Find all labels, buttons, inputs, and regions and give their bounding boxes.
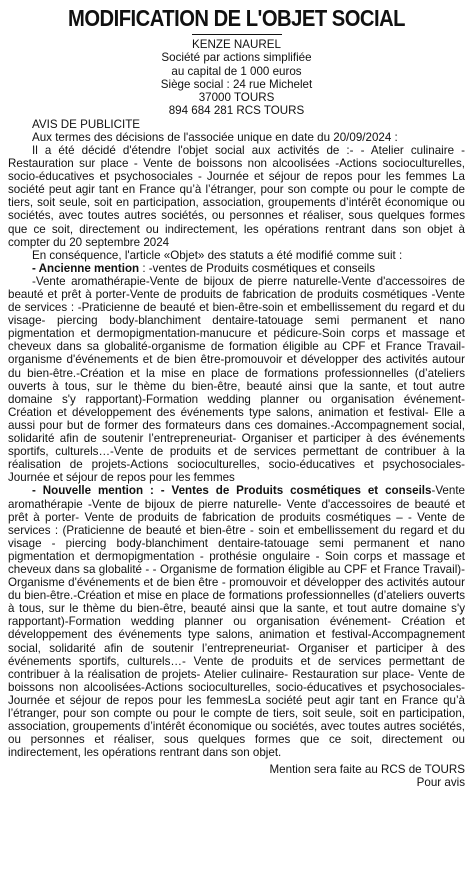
company-seat: Siège social : 24 rue Michelet <box>160 77 313 91</box>
new-mention-label: - Nouvelle mention : - Ventes de Produits cosmétiques et conseils <box>32 484 432 498</box>
legal-notice <box>0 5 473 883</box>
new-mention-text: -Vente aromathérapie -Vente de bijoux de pierre naturelle- Vente d'accessoires de beauté et prêt à porter- Vente de produits de fabrication de produits cosmétiques – - Vente de services : (Praticienne de beauté et bien-être - soin et embellissement du regard et du visage - piercing body-blanchiment dentaire-tatouage semi permanent et nano pigmentation et dermopigmentation - prothésie ongulaire - Soin corps et massage et cheveux dans sa globalité - - Organisme de formation éligible au CPF et France Travail)-Organisme d'événements et de bien être - promouvoir et développer des activités autour du bien-être.-Création et mise en place de formations professionnelles (d’ateliers ouverts à tous, sur le thème du bien-être, beauté ainsi que la sante, et tout autre domaine s'y rapportant)-Formation wedding planner ou organisation événement- Création et développement des événements type salons, animation et festival-Accompagnement social, solidarité afin de soutenir l’entrepreneuriat- Organiser et participer à des événements sportifs, culturels…- Vente de produits et de services permettant de contribuer à la réalisation de projets- Atelier culinaire- Restauration sur place- Vente de boissons non alcoolisées-Actions socioculturelles, socio-éducatives et psychosociales- Journée et séjour de repos pour les femmesLa société peut agir tant en France qu’à l’étranger, pour son compte ou pour le compte de tiers, soit seule, soit en participation, association, groupements d’intérêt économique ou sociétés, avec toutes autres sociétés, ou personnes et réaliser, sous quelques formes que ce soit, directement ou indirectement, les opérations rentrant dans son objet. <box>8 484 465 760</box>
paragraph-old-mention <box>8 262 465 275</box>
company-city: 37000 TOURS <box>198 91 275 105</box>
signature: Pour avis <box>416 776 465 790</box>
company-form: Société par actions simplifiée <box>161 51 312 65</box>
old-mention-intro: : -ventes de Produits cosmétiques et conseils <box>139 261 375 275</box>
paragraph-extension: Il a été décidé d'étendre l'objet social aux activités de :- - Atelier culinaire - Restauration sur place - Vente de boissons non alcoolisées -Actions socioculturelles, socio-éducatives et psychosociales - Journée et séjour de repos pour les femmes La société peut agir tant en France qu’à l’étranger, pour son compte ou pour le compte de tiers, soit seule, soit en participation, association, groupements d’intérêt économique ou sociétés, avec toutes autres sociétés, ou personnes et réaliser, sous quelques formes que ce soit, directement ou indirectement, les opérations rentrant dans son objet à compter du 20 septembre 2024 <box>8 143 465 249</box>
company-rcs: 894 684 281 RCS TOURS <box>168 104 305 118</box>
old-mention-label: - Ancienne mention <box>32 261 140 275</box>
company-capital: au capital de 1 000 euros <box>171 64 302 78</box>
notice-label: AVIS DE PUBLICITE <box>32 117 141 131</box>
paragraph-old-text: -Vente aromathérapie-Vente de bijoux de pierre naturelle-Vente d'accessoires de beauté et prêt à porter-Vente de produits de fabrication de produits cosmétiques -Vente de services : -Praticienne de beauté et bien-être-soin et embellissement du regard et du visage- piercing body-blanchiment dentaire-tatouage semi permanent et nano pigmentation et dermopigmentation-manucure et pédicure-Soin corps et massage et cheveux dans sa globalité-organisme de formation éligible au CPF et France Travail-organisme d'événements et de bien être-promouvoir et développer des activités autour du bien-être.-Création et la mise en place de formations professionnelles (d’ateliers ouverts à tous, sur le thème du bien-être, beauté ainsi que la sante, et tout autre domaine s'y rapportant)-Formation wedding planner ou organisation événement- Création et développement des événements type salons, animation et festival- Elle a aussi pour but de former des formateurs dans ces domaines.-Accompagnement social, solidarité afin de soutenir l’entrepreneuriat- Organiser et participer à des événements sportifs, culturels…-Vente de produits et de services permettant de contribuer à la réalisation de projets-Actions socioculturelles, socio-éducatives et psychosociales- Journée et séjour de repos pour les femmes <box>8 274 465 485</box>
paragraph-decisions: Aux termes des décisions de l'associée unique en date du 20/09/2024 : <box>32 130 398 144</box>
title-divider <box>192 34 282 35</box>
notice-title: MODIFICATION DE L'OBJET SOCIAL <box>67 5 406 31</box>
company-block <box>8 38 465 118</box>
paragraph-consequence: En conséquence, l'article «Objet» des statuts a été modifié comme suit : <box>32 248 403 262</box>
rcs-mention: Mention sera faite au RCS de TOURS <box>269 763 465 777</box>
company-name: KENZE NAUREL <box>192 38 281 51</box>
paragraph-new-mention <box>8 484 465 759</box>
